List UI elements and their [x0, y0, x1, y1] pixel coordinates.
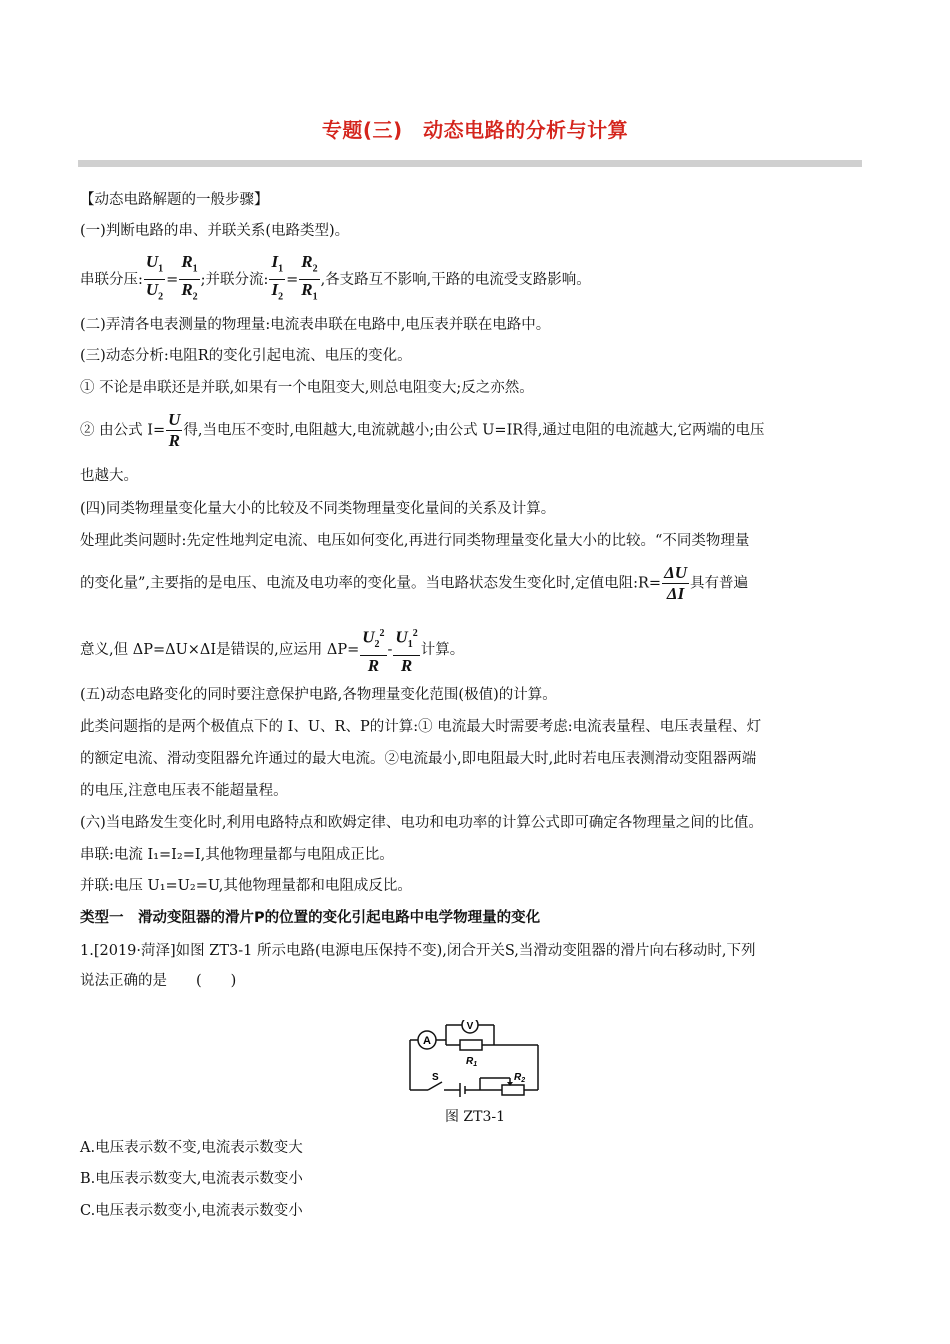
step-3-point-2-cont: 也越大。 — [80, 468, 138, 484]
fraction-r-ratio: $\frac{R_1}{R_2}$ — [181, 252, 198, 303]
divider-formulas: 串联分压: $\frac{U_1}{U_2}$ = $\frac{R_1}{R_2}$ ;并联分流: $\frac{I_1}{I_2}$ = $\frac{R_2}{R_1}$ ,各支路互不影响,干路的电流受支路影响。 — [80, 252, 591, 308]
fraction-p2: $\frac{U_2^2}{R}$ — [360, 624, 386, 676]
figure-caption: 图 ZT3-1 — [444, 1109, 506, 1125]
step-4-text-2: 的变化量”,主要指的是电压、电流及电功率的变化量。当电路状态发生变化时,定值电阻:R= $\frac{\Delta U}{\Delta I}$ 具有普遍 — [80, 563, 749, 603]
step-3: (三)动态分析:电阻R的变化引起电流、电压的变化。 — [80, 348, 412, 364]
step-5-text-2: 的额定电流、滑动变阻器允许通过的最大电流。②电流最小,即电阻最大时,此时若电压表测滑动变阻器两端 — [80, 751, 757, 767]
voltmeter-label: V — [466, 1021, 474, 1032]
series-label: 串联分压: — [80, 271, 143, 288]
type-heading: 类型一 滑动变阻器的滑片P的位置的变化引起电路中电学物理量的变化 — [80, 910, 541, 926]
page-title: 专题(三) 动态电路的分析与计算 — [321, 118, 629, 142]
parallel-rule: 并联:电压 U₁=U₂=U,其他物理量都和电阻成反比。 — [80, 878, 412, 894]
parallel-label: ;并联分流: — [200, 271, 269, 288]
r1-label: $R_1$ — [466, 1056, 478, 1068]
series-rule: 串联:电流 I₁=I₂=I,其他物理量都与电阻成正比。 — [80, 847, 394, 863]
step-3-point-1: ① 不论是串联还是并联,如果有一个电阻变大,则总电阻变大;反之亦然。 — [80, 380, 534, 396]
fraction-delta: $\frac{\Delta U}{\Delta I}$ — [664, 563, 688, 603]
step-4-text-1: 处理此类问题时:先定性地判定电流、电压如何变化,再进行同类物理量变化量大小的比较。“不同类物理量 — [80, 533, 750, 549]
option-a[interactable]: A.电压表示数不变,电流表示数变大 — [80, 1140, 303, 1156]
fraction-ohm: $\frac{U}{R}$ — [168, 410, 181, 450]
step-4: (四)同类物理量变化量大小的比较及不同类物理量变化量间的关系及计算。 — [80, 501, 556, 517]
switch-label: S — [432, 1072, 439, 1083]
step-6: (六)当电路发生变化时,利用电路特点和欧姆定律、电功和电功率的计算公式即可确定各物理量之间的比值。 — [80, 815, 763, 831]
option-b[interactable]: B.电压表示数变大,电流表示数变小 — [80, 1171, 303, 1187]
step-2: (二)弄清各电表测量的物理量:电流表串联在电路中,电压表并联在电路中。 — [80, 317, 551, 333]
circuit-diagram — [400, 1020, 550, 1100]
step-4-text-3: 意义,但 ΔP=ΔU×ΔI是错误的,应运用 ΔP= $\frac{U_2^2}{R}$ - $\frac{U_1^2}{R}$ 计算。 — [80, 624, 464, 676]
step-1: (一)判断电路的串、并联关系(电路类型)。 — [80, 223, 350, 239]
question-1: 1.[2019·菏泽]如图 ZT3-1 所示电路(电源电压保持不变),闭合开关S,当滑动变阻器的滑片向右移动时,下列 — [80, 943, 756, 959]
step-5-text-1: 此类问题指的是两个极值点下的 I、U、R、P的计算:① 电流最大时需要考虑:电流表量程、电压表量程、灯 — [80, 719, 762, 735]
fraction-r-ratio-inverse: $\frac{R_2}{R_1}$ — [301, 252, 318, 303]
step-3-point-2: ② 由公式 I= $\frac{U}{R}$ 得,当电压不变时,电阻越大,电流就越小;由公式 U=IR得,通过电阻的电流越大,它两端的电压 — [80, 410, 765, 450]
r2-label: $R_2$ — [514, 1072, 526, 1084]
option-c[interactable]: C.电压表示数变小,电流表示数变小 — [80, 1203, 303, 1219]
fraction-p1: $\frac{U_1^2}{R}$ — [393, 624, 419, 676]
fraction-i-ratio: $\frac{I_1}{I_2}$ — [271, 252, 284, 303]
question-1-cont: 说法正确的是 ( ) — [80, 973, 237, 989]
step-5-text-3: 的电压,注意电压表不能超量程。 — [80, 783, 288, 799]
section-header: 【动态电路解题的一般步骤】 — [80, 192, 269, 208]
title-divider — [78, 160, 862, 167]
step-5: (五)动态电路变化的同时要注意保护电路,各物理量变化范围(极值)的计算。 — [80, 687, 557, 703]
fraction-u-ratio: $\frac{U_1}{U_2}$ — [145, 252, 164, 303]
parallel-note: ,各支路互不影响,干路的电流受支路影响。 — [320, 271, 591, 288]
ammeter-label: A — [423, 1035, 431, 1047]
